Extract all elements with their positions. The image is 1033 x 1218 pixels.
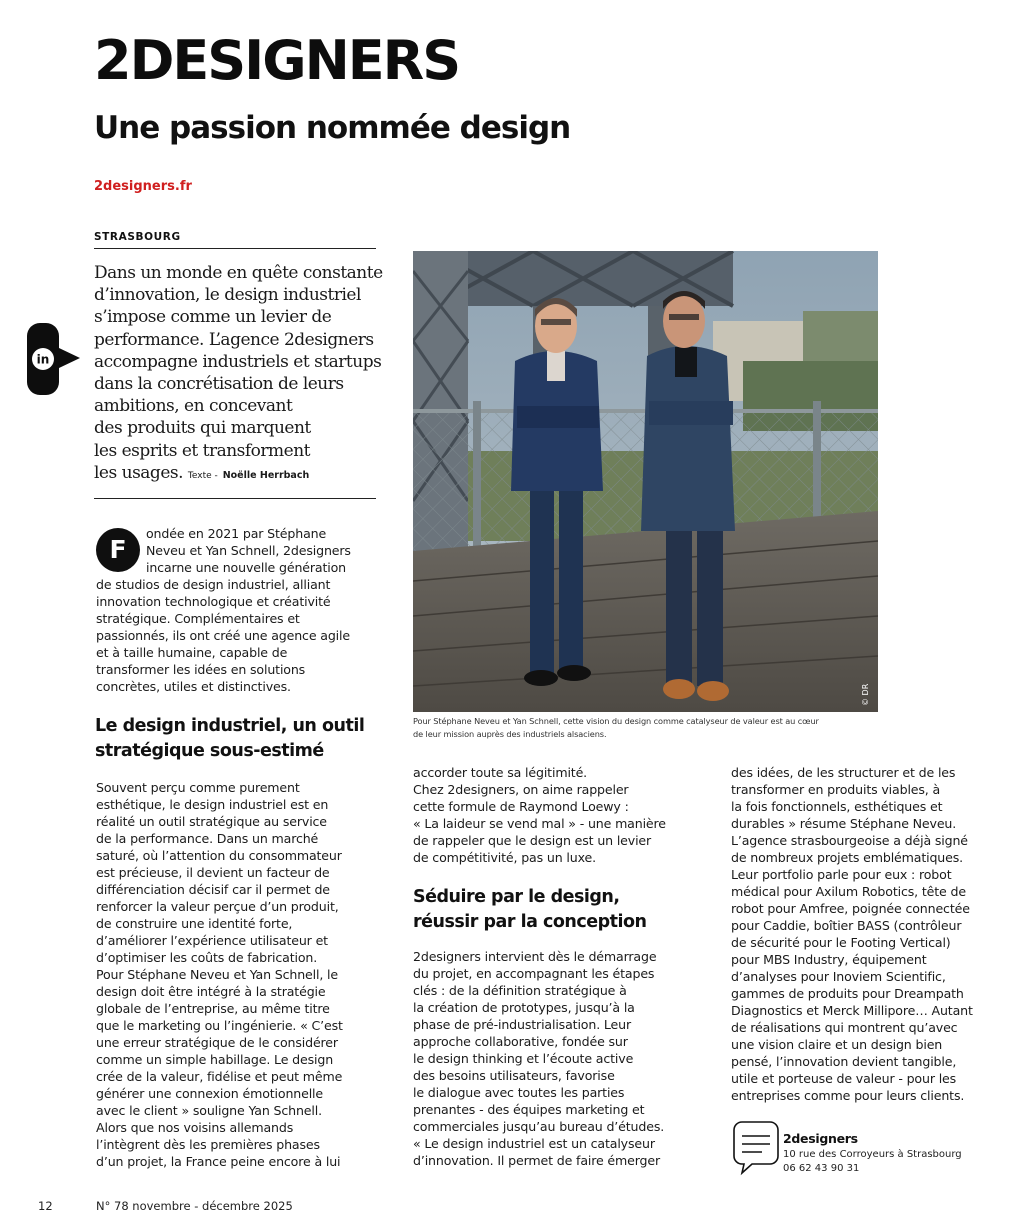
divider-intro — [94, 498, 376, 499]
website-link[interactable]: 2designers.fr — [94, 179, 192, 194]
article-column-3: des idées, de les structurer et de les transformer en produits viables, à la fois fonctionnels, esthétiques et durables » résume Stéphane Neveu. L’agence strasbourgeoise a déjà signé de nombreux projets emblématiques. Leur portfolio parle pour eux : robot médical pour Axilum Robotics, tête de robot pour Amfree, poignée connectée pour Caddie, boîtier BASS (contrôleur de sécurité pour le Footing Vertical) pour MBS Industry, équipement d’analyses pour Inoviem Scientific, gammes de produits pour Dreampath Diagnostics et Merck Millipore… Autant de réalisations qui montrent qu’avec une vision claire et un design bien pensé, l’innovation devient tangible, utile et porteuse de valeur - pour les entreprises comme pour leurs clients. — [731, 765, 973, 1103]
article-column-2: accorder toute sa légitimité. Chez 2designers, on aime rappeler cette formule de Raymond Loewy : « La laideur se vend mal » - une manière de rappeler que le design est un levier de compétitivité, pas un luxe. — [413, 765, 666, 865]
photo-caption: Pour Stéphane Neveu et Yan Schnell, cette vision du design comme catalyseur de valeur est au cœur de leur mission auprès des industriels alsaciens. — [413, 716, 819, 739]
lead-paragraph-start: ondée en 2021 par Stéphane Neveu et Yan Schnell, 2designers incarne une nouvelle génération — [146, 526, 351, 575]
divider-top — [94, 248, 376, 249]
magazine-section-title: 2DESIGNERS — [94, 29, 460, 92]
contact-phone[interactable]: 06 62 43 90 31 — [783, 1163, 860, 1174]
photo-credit: © DR — [861, 683, 870, 706]
author-name: Noëlle Herrbach — [222, 469, 310, 481]
section-heading-2: Séduire par le design, réussir par la conception — [413, 887, 647, 932]
intro-paragraph: Dans un monde en quête constante d’innovation, le design industriel s’impose comme un levier de performance. L’agence 2designers accompagne industriels et startups dans la concrétisation de leurs ambitions, en concevant des produits qui marquent les esprits et transforment les usages. Texte - Noëlle Herrbach — [94, 263, 383, 483]
contact-address: 10 rue des Corroyeurs à Strasbourg — [783, 1149, 962, 1160]
article-column-1: Souvent perçu comme purement esthétique, le design industriel est en réalité un outil stratégique au service de la performance. Dans un marché saturé, où l’attention du consommateur est précieuse, il devient un facteur de différenciation décisif car il permet de renforcer la valeur perçue d’un produit, de construire une identité forte, d’améliorer l’expérience utilisateur et d’optimiser les coûts de fabrication. Pour Stéphane Neveu et Yan Schnell, le design doit être intégré à la stratégie globale de l’entreprise, au même titre que le marketing ou l’ingénierie. « C’est une erreur stratégique de le considérer comme un simple habillage. Le design crée de la valeur, fidélise et peut même générer une connexion émotionnelle avec le client » souligne Yan Schnell. Alors que nos voisins allemands l’intègrent dès les premières phases d’un projet, la France peine encore à lui — [96, 780, 343, 1169]
speech-bubble-icon — [732, 1116, 780, 1176]
page-number: 12 — [38, 1199, 53, 1213]
contact-name: 2designers — [783, 1131, 858, 1146]
lead-paragraph: de studios de design industriel, alliant innovation technologique et créativité stratégique. Complémentaires et passionnés, ils ont créé une agence agile et à taille humaine, capable de transformer les idées en solutions concrètes, utiles et distinctives. — [96, 577, 350, 694]
drop-cap: F — [96, 528, 140, 572]
city-label: STRASBOURG — [94, 231, 181, 243]
article-subtitle: Une passion nommée design — [94, 110, 571, 146]
section-heading-1: Le design industriel, un outil stratégique sous-estimé — [95, 716, 365, 761]
credit-label: Texte - — [187, 470, 218, 481]
article-column-2-continued: 2designers intervient dès le démarrage du projet, en accompagnant les étapes clés : de la définition stratégique à la création de prototypes, jusqu’à la phase de pré-industrialisation. Leur approche collaborative, fondée sur le design thinking et l’écoute active des besoins utilisateurs, favorise le dialogue avec toutes les parties prenantes - des équipes marketing et commerciales jusqu’au bureau d’études. « Le design industriel est un catalyseur d’innovation. Il permet de faire émerger — [413, 949, 665, 1168]
article-photo — [413, 251, 878, 712]
linkedin-icon[interactable] — [22, 318, 82, 400]
linkedin-badge-text: in — [36, 352, 50, 367]
issue-info: N° 78 novembre - décembre 2025 — [96, 1199, 293, 1213]
